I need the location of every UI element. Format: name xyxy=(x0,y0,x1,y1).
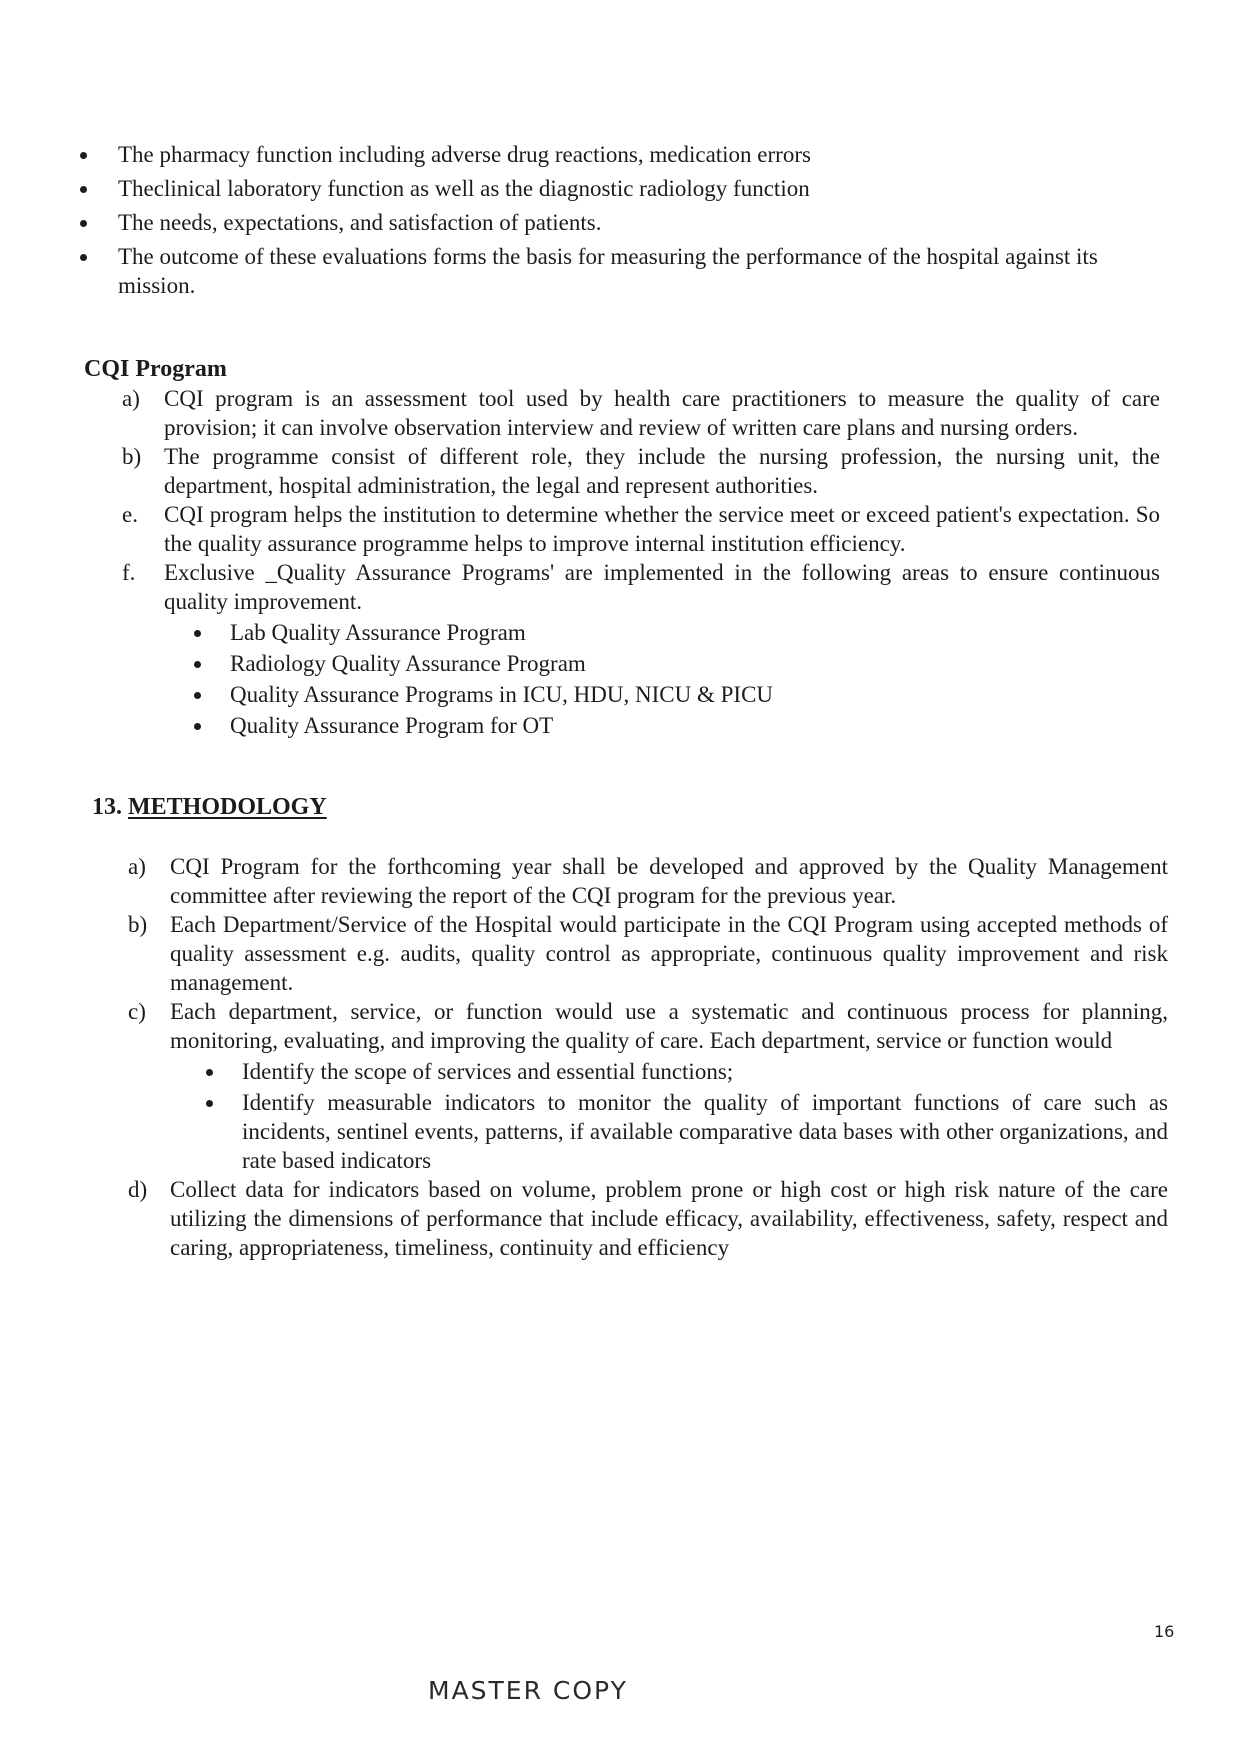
item-text: CQI program is an assessment tool used by health care practitioners to measure the quality of care provision; it can involve observation interview and review of written care plans and nursing orders. xyxy=(164,386,1160,440)
item-text: CQI program helps the institution to determine whether the service meet or exceed patient's expectation. So the quality assurance programme helps to improve internal institution efficiency. xyxy=(164,502,1160,556)
bullet-icon xyxy=(194,630,201,637)
item-marker: b) xyxy=(122,444,142,469)
list-item xyxy=(80,208,1160,237)
page-number: 16 xyxy=(1154,1622,1175,1641)
cqi-list xyxy=(122,384,1160,740)
bullet-icon xyxy=(194,661,201,668)
item-marker: f. xyxy=(122,560,136,585)
bullet-text: The needs, expectations, and satisfaction of patients. xyxy=(118,210,602,235)
list-item xyxy=(128,852,1168,910)
list-item xyxy=(194,618,1160,647)
list-item xyxy=(80,242,1160,300)
item-marker: a) xyxy=(128,854,146,879)
list-item xyxy=(122,558,1160,616)
list-item xyxy=(122,442,1160,500)
bullet-icon xyxy=(206,1100,213,1107)
list-item xyxy=(206,1057,1168,1086)
item-marker: d) xyxy=(128,1177,148,1202)
item-text: Each department, service, or function would use a systematic and continuous process for planning, monitoring, evaluating, and improving the quality of care. Each department, service or function would xyxy=(170,999,1168,1053)
item-marker: c) xyxy=(128,999,146,1024)
bullet-icon xyxy=(80,220,87,227)
section-number: 13. xyxy=(92,794,122,820)
bullet-text: Theclinical laboratory function as well as the diagnostic radiology function xyxy=(118,176,810,201)
methodology-list xyxy=(128,852,1168,1262)
bullet-icon xyxy=(194,723,201,730)
cqi-sub-list xyxy=(122,618,1160,740)
list-item xyxy=(122,500,1160,558)
list-item xyxy=(194,680,1160,709)
item-marker: e. xyxy=(122,502,138,527)
section-title: METHODOLOGY xyxy=(128,794,327,820)
list-item xyxy=(80,140,1160,169)
list-item xyxy=(194,649,1160,678)
list-item xyxy=(128,1175,1168,1262)
bullet-text: Quality Assurance Program for OT xyxy=(230,713,554,738)
list-item xyxy=(128,910,1168,997)
item-text: CQI Program for the forthcoming year shall be developed and approved by the Quality Management committee after reviewing the report of the CQI program for the previous year. xyxy=(170,854,1168,908)
bullet-text: Identify the scope of services and essential functions; xyxy=(242,1059,734,1084)
item-text: The programme consist of different role, they include the nursing profession, the nursing unit, the department, hospital administration, the legal and represent authorities. xyxy=(164,444,1160,498)
item-text: Exclusive _Quality Assurance Programs' are implemented in the following areas to ensure continuous quality improvement. xyxy=(164,560,1160,614)
list-item xyxy=(128,997,1168,1055)
item-text: Collect data for indicators based on volume, problem prone or high cost or high risk nature of the care utilizing the dimensions of performance that include efficacy, availability, effectiveness, safety, respect and caring, appropriateness, timeliness, continuity and efficiency xyxy=(170,1177,1168,1260)
top-bullet-list xyxy=(80,140,1160,300)
list-item xyxy=(194,711,1160,740)
list-item xyxy=(122,384,1160,442)
bullet-text: Identify measurable indicators to monitor the quality of important functions of care such as incidents, sentinel events, patterns, if available comparative data bases with other organizations, and rate based indicators xyxy=(242,1090,1168,1173)
bullet-text: Lab Quality Assurance Program xyxy=(230,620,526,645)
item-text: Each Department/Service of the Hospital would participate in the CQI Program using accepted methods of quality assessment e.g. audits, quality control as appropriate, continuous quality improvement and risk management. xyxy=(170,912,1168,995)
bullet-icon xyxy=(80,186,87,193)
bullet-text: The pharmacy function including adverse drug reactions, medication errors xyxy=(118,142,811,167)
item-marker: a) xyxy=(122,386,140,411)
bullet-icon xyxy=(206,1069,213,1076)
list-item xyxy=(80,174,1160,203)
master-copy-stamp: MASTER COPY xyxy=(428,1676,628,1705)
bullet-icon xyxy=(194,692,201,699)
item-marker: b) xyxy=(128,912,148,937)
bullet-icon xyxy=(80,152,87,159)
bullet-icon xyxy=(80,254,87,261)
bullet-text: The outcome of these evaluations forms the basis for measuring the performance of the hospital against its mission. xyxy=(118,244,1098,298)
bullet-text: Radiology Quality Assurance Program xyxy=(230,651,586,676)
methodology-sub-list xyxy=(128,1057,1168,1175)
bullet-text: Quality Assurance Programs in ICU, HDU, NICU & PICU xyxy=(230,682,774,707)
methodology-heading xyxy=(92,794,327,821)
list-item xyxy=(206,1088,1168,1175)
cqi-heading: CQI Program xyxy=(84,356,227,382)
